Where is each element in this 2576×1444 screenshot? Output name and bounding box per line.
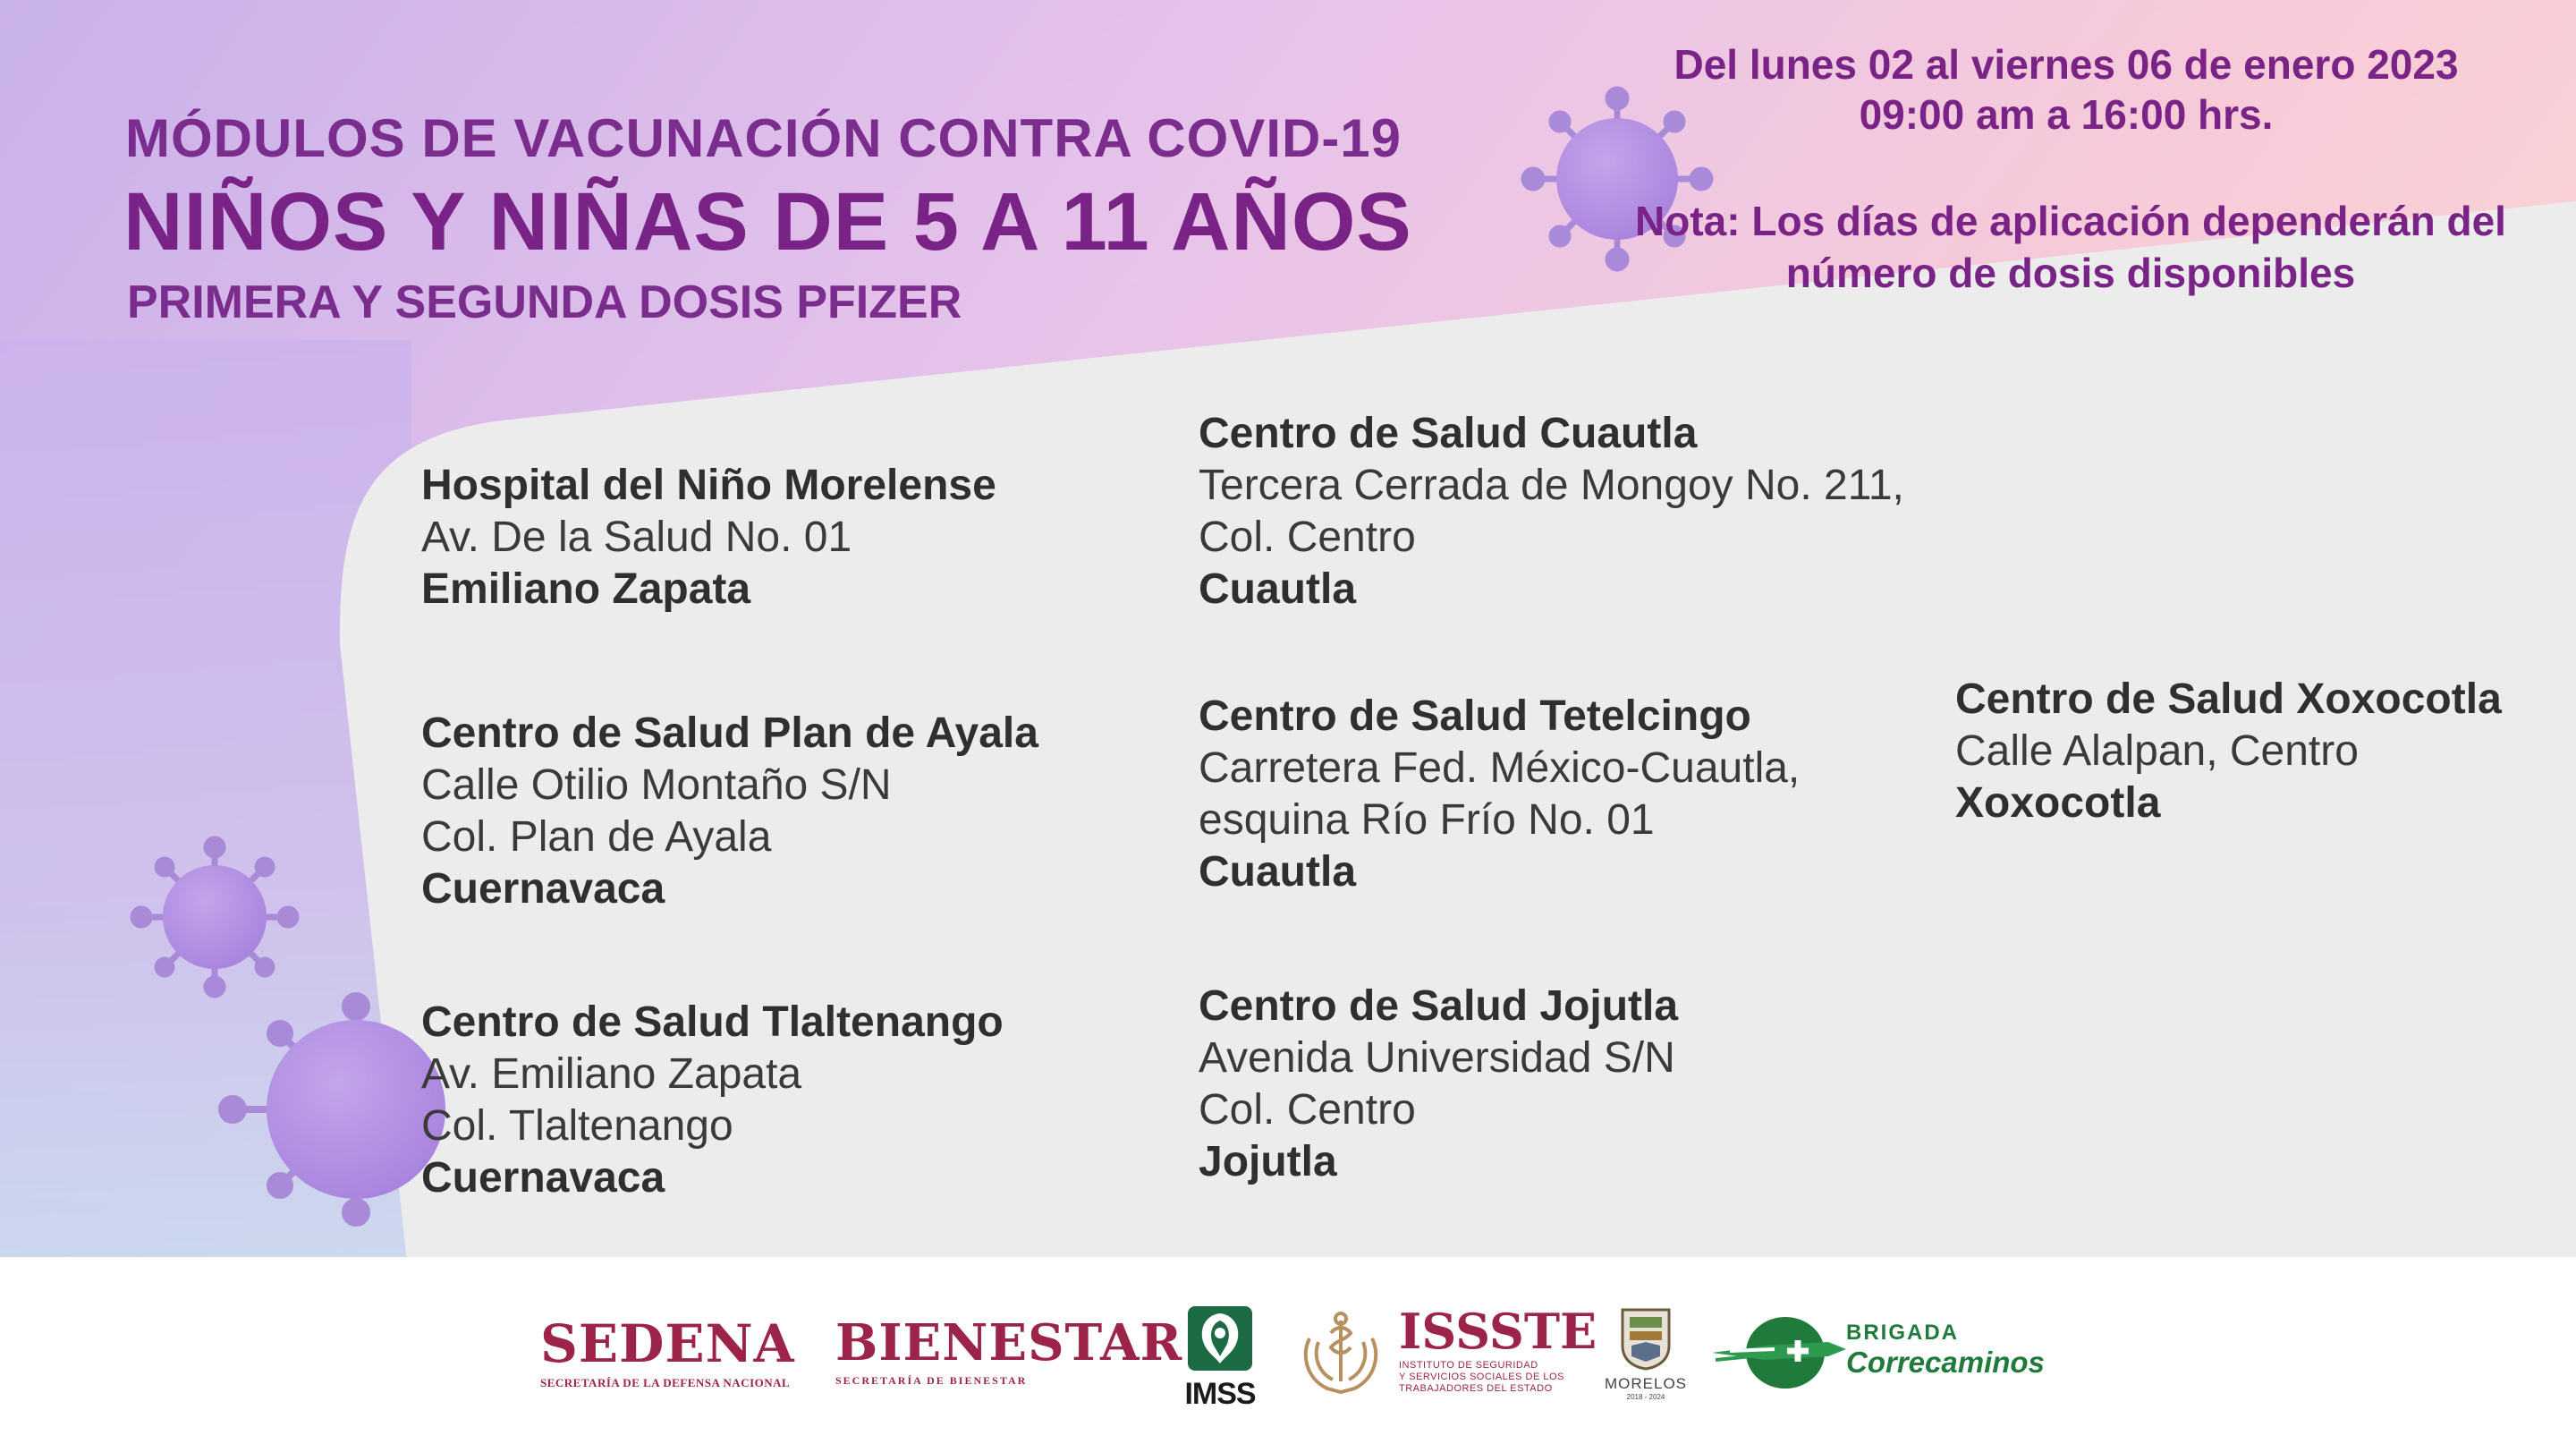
center-name: Centro de Salud Tetelcingo xyxy=(1199,692,1751,740)
title-line-2: NIÑOS Y NIÑAS DE 5 A 11 AÑOS xyxy=(123,176,1412,268)
center-tlaltenango xyxy=(421,997,1004,1204)
center-city: Cuautla xyxy=(1199,848,1357,896)
footer-band xyxy=(0,1257,2576,1444)
availability-note xyxy=(1556,195,2576,299)
issste-subtitle-1: INSTITUTO DE SEGURIDAD xyxy=(1399,1360,1538,1371)
issste-emblem-icon xyxy=(1292,1303,1390,1401)
center-plan-de-ayala xyxy=(421,708,1038,915)
morelos-name: MORELOS xyxy=(1604,1375,1688,1392)
center-cuautla xyxy=(1199,408,1904,616)
center-name: Centro de Salud Tlaltenango xyxy=(421,998,1004,1046)
imss-name: IMSS xyxy=(1184,1377,1256,1411)
bienestar-name: BIENESTAR xyxy=(835,1313,1183,1372)
title-line-1: MÓDULOS DE VACUNACIÓN CONTRA COVID-19 xyxy=(125,108,1402,168)
virus-icon xyxy=(133,839,296,995)
title-line-3: PRIMERA Y SEGUNDA DOSIS PFIZER xyxy=(127,276,962,328)
bienestar-logo xyxy=(835,1313,1182,1388)
center-address-line: esquina Río Frío No. 01 xyxy=(1199,796,1655,844)
center-address-line: Carretera Fed. México-Cuautla, xyxy=(1199,744,1801,792)
bienestar-subtitle: SECRETARÍA DE BIENESTAR xyxy=(835,1374,1028,1387)
center-address-line: Calle Otilio Montaño S/N xyxy=(421,761,892,809)
center-address-line: Tercera Cerrada de Mongoy No. 211, xyxy=(1199,462,1904,509)
morelos-years: 2018 - 2024 xyxy=(1626,1393,1665,1401)
center-tetelcingo xyxy=(1199,691,1800,898)
issste-name: ISSSTE xyxy=(1399,1303,1597,1360)
center-address-line: Calle Alalpan, Centro xyxy=(1955,727,2359,775)
correcaminos-label: Correcaminos xyxy=(1846,1346,2045,1379)
center-city: Cuernavaca xyxy=(421,865,665,913)
schedule-hours: 09:00 am a 16:00 hrs. xyxy=(1859,91,2274,138)
center-name: Centro de Salud Xoxocotla xyxy=(1955,675,2502,723)
center-address-line: Col. Tlaltenango xyxy=(421,1102,733,1150)
center-hospital-nino-morelense xyxy=(421,460,996,616)
schedule-dates: Del lunes 02 al viernes 06 de enero 2023 xyxy=(1674,41,2459,88)
schedule-block xyxy=(1512,39,2576,140)
center-city: Emiliano Zapata xyxy=(421,565,751,613)
center-name: Centro de Salud Jojutla xyxy=(1199,982,1679,1030)
center-name: Centro de Salud Plan de Ayala xyxy=(421,709,1038,757)
sedena-logo xyxy=(540,1313,795,1390)
center-address-line: Col. Plan de Ayala xyxy=(421,813,772,861)
center-city: Cuernavaca xyxy=(421,1154,665,1202)
center-address-line: Col. Centro xyxy=(1199,514,1416,561)
center-name: Centro de Salud Cuautla xyxy=(1199,410,1698,457)
center-address-line: Avenida Universidad S/N xyxy=(1199,1034,1675,1082)
morelos-shield-icon xyxy=(1619,1306,1673,1371)
center-city: Jojutla xyxy=(1199,1138,1337,1185)
center-city: Cuautla xyxy=(1199,565,1357,613)
note-line-1: Nota: Los días de aplicación dependerán del xyxy=(1635,198,2506,244)
sedena-subtitle: SECRETARÍA DE LA DEFENSA NACIONAL xyxy=(540,1376,791,1389)
center-city: Xoxocotla xyxy=(1955,779,2161,827)
center-xoxocotla xyxy=(1955,674,2502,829)
issste-subtitle-3: TRABAJADORES DEL ESTADO xyxy=(1399,1383,1553,1394)
center-name: Hospital del Niño Morelense xyxy=(421,462,996,509)
imss-logo xyxy=(1182,1304,1258,1412)
morelos-logo xyxy=(1601,1306,1690,1401)
roadrunner-icon xyxy=(1712,1310,1846,1396)
note-line-2: número de dosis disponibles xyxy=(1785,250,2356,296)
center-address-line: Av. De la Salud No. 01 xyxy=(421,514,852,561)
issste-subtitle-2: Y SERVICIOS SOCIALES DE LOS xyxy=(1399,1372,1564,1382)
center-address-line: Av. Emiliano Zapata xyxy=(421,1050,802,1098)
sedena-name: SEDENA xyxy=(540,1313,795,1374)
center-jojutla xyxy=(1199,981,1678,1188)
center-address-line: Col. Centro xyxy=(1199,1086,1416,1134)
imss-emblem-icon xyxy=(1184,1304,1256,1372)
brigada-label: BRIGADA xyxy=(1846,1321,1959,1345)
